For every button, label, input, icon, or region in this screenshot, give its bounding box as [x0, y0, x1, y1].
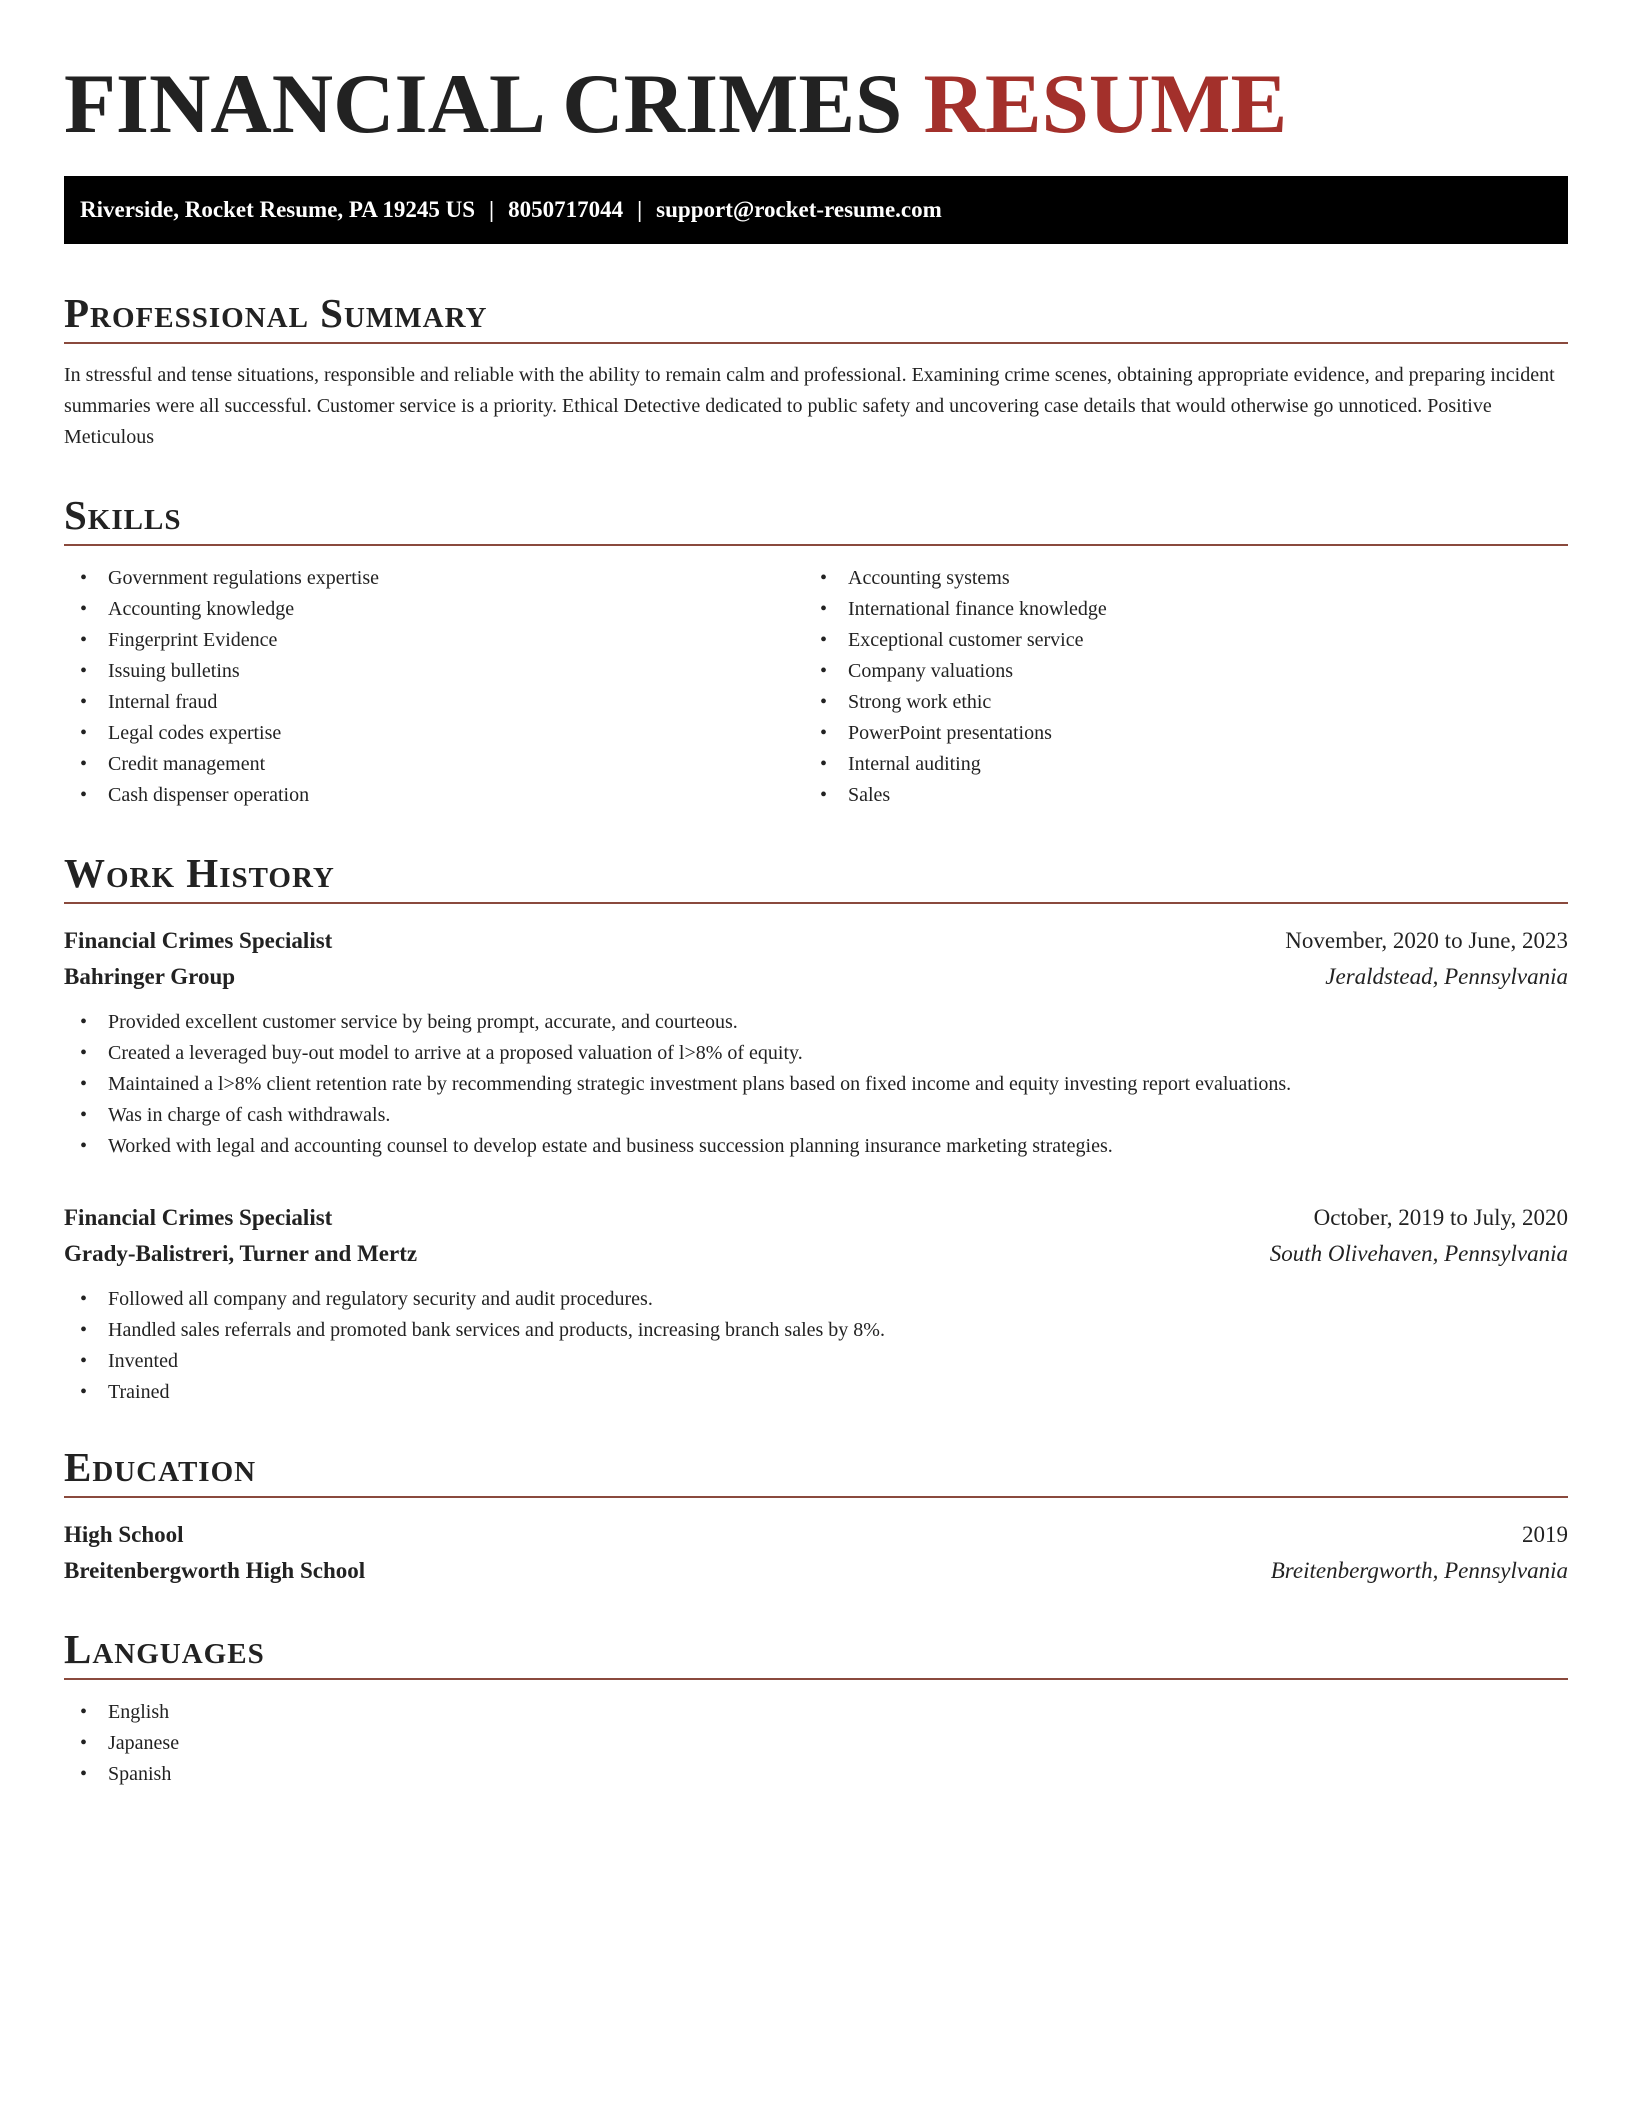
languages-section: [64, 1622, 1568, 1790]
skill-item: • Accounting systems: [804, 563, 1544, 594]
job-dates: November, 2020 to June, 2023: [1285, 928, 1568, 953]
job-duty-item: • Provided excellent customer service by being prompt, accurate, and courteous.: [64, 1007, 1568, 1038]
languages-list: [64, 1697, 1568, 1790]
section-divider: [64, 544, 1568, 546]
job-duty-item: • Created a leveraged buy-out model to arrive at a proposed valuation of l>8% of equity.: [64, 1038, 1568, 1069]
section-divider: [64, 342, 1568, 344]
job-duty-item: • Worked with legal and accounting counsel to develop estate and business succession planning insurance marketing strategies.: [64, 1131, 1568, 1162]
job-company-row: [64, 1236, 1568, 1272]
title-part-2: RESUME: [923, 57, 1288, 151]
education-year: 2019: [1522, 1522, 1568, 1547]
job-duty-item: • Followed all company and regulatory security and audit procedures.: [64, 1284, 1568, 1315]
job-location: Jeraldstead, Pennsylvania: [1325, 964, 1568, 989]
job-header-row: [64, 923, 1568, 959]
work-history-section: [64, 846, 1568, 1408]
contact-address: Riverside, Rocket Resume, PA 19245 US: [80, 197, 475, 222]
job-company-row: [64, 959, 1568, 995]
skill-item: • Legal codes expertise: [64, 718, 804, 749]
education-heading: Education: [64, 1444, 257, 1490]
contact-separator: |: [489, 197, 495, 222]
contact-phone: 8050717044: [508, 197, 624, 222]
job-dates: October, 2019 to July, 2020: [1313, 1205, 1568, 1230]
skills-section: [64, 488, 1568, 811]
skill-item: • PowerPoint presentations: [804, 718, 1544, 749]
language-item: • English: [64, 1697, 1568, 1728]
job-duty-item: • Maintained a l>8% client retention rate by recommending strategic investment plans based on fixed income and equity investing report evaluations.: [64, 1069, 1568, 1100]
job-duty-item: • Handled sales referrals and promoted bank services and products, increasing branch sales by 8%.: [64, 1315, 1568, 1346]
job-duty-item: • Trained: [64, 1377, 1568, 1408]
job-title: Financial Crimes Specialist: [64, 928, 333, 953]
job-duties-list: [64, 1007, 1568, 1162]
skill-item: • Internal auditing: [804, 749, 1544, 780]
skills-columns: [64, 563, 1568, 811]
skill-item: • Issuing bulletins: [64, 656, 804, 687]
job-location: South Olivehaven, Pennsylvania: [1269, 1241, 1568, 1266]
job-entry: [64, 1200, 1568, 1408]
work-history-heading: Work History: [64, 850, 335, 896]
skills-list-left: [64, 563, 804, 811]
contact-bar: [64, 176, 1568, 244]
skills-list-right: [804, 563, 1544, 811]
skill-item: • Internal fraud: [64, 687, 804, 718]
job-duty-item: • Was in charge of cash withdrawals.: [64, 1100, 1568, 1131]
languages-heading: Languages: [64, 1626, 265, 1672]
job-duties-list: [64, 1284, 1568, 1408]
skill-item: • International finance knowledge: [804, 594, 1544, 625]
skill-item: • Sales: [804, 780, 1544, 811]
education-school: Breitenbergworth High School: [64, 1558, 366, 1583]
section-divider: [64, 1496, 1568, 1498]
skill-item: • Strong work ethic: [804, 687, 1544, 718]
summary-text: In stressful and tense situations, responsible and reliable with the ability to remain calm and professional. Examining crime scenes, obtaining appropriate evidence, and preparing incident summaries were all successful. Customer service is a priority. Ethical Detective dedicated to public safety and uncovering case details that would otherwise go unnoticed. Positive Meticulous: [64, 364, 1555, 448]
section-divider: [64, 902, 1568, 904]
skill-item: • Credit management: [64, 749, 804, 780]
education-entry: [64, 1517, 1568, 1589]
skill-item: • Accounting knowledge: [64, 594, 804, 625]
language-item: • Spanish: [64, 1759, 1568, 1790]
skill-item: • Company valuations: [804, 656, 1544, 687]
job-company: Bahringer Group: [64, 964, 236, 989]
language-item: • Japanese: [64, 1728, 1568, 1759]
skill-item: • Exceptional customer service: [804, 625, 1544, 656]
job-company: Grady-Balistreri, Turner and Mertz: [64, 1241, 418, 1266]
education-degree: High School: [64, 1522, 184, 1547]
title-part-1: FINANCIAL CRIMES: [64, 57, 903, 151]
summary-heading: Professional Summary: [64, 290, 488, 336]
education-school-row: [64, 1553, 1568, 1589]
job-duty-item: • Invented: [64, 1346, 1568, 1377]
education-header-row: [64, 1517, 1568, 1553]
skills-heading: Skills: [64, 492, 182, 538]
skill-item: • Fingerprint Evidence: [64, 625, 804, 656]
section-divider: [64, 1678, 1568, 1680]
education-section: [64, 1440, 1568, 1589]
resume-title: [64, 54, 1287, 154]
contact-email: support@rocket-resume.com: [656, 197, 942, 222]
job-entry: [64, 923, 1568, 1162]
education-location: Breitenbergworth, Pennsylvania: [1270, 1558, 1568, 1583]
contact-separator: |: [637, 197, 643, 222]
skill-item: • Government regulations expertise: [64, 563, 804, 594]
job-header-row: [64, 1200, 1568, 1236]
summary-section: [64, 286, 1568, 453]
job-title: Financial Crimes Specialist: [64, 1205, 333, 1230]
skill-item: • Cash dispenser operation: [64, 780, 804, 811]
